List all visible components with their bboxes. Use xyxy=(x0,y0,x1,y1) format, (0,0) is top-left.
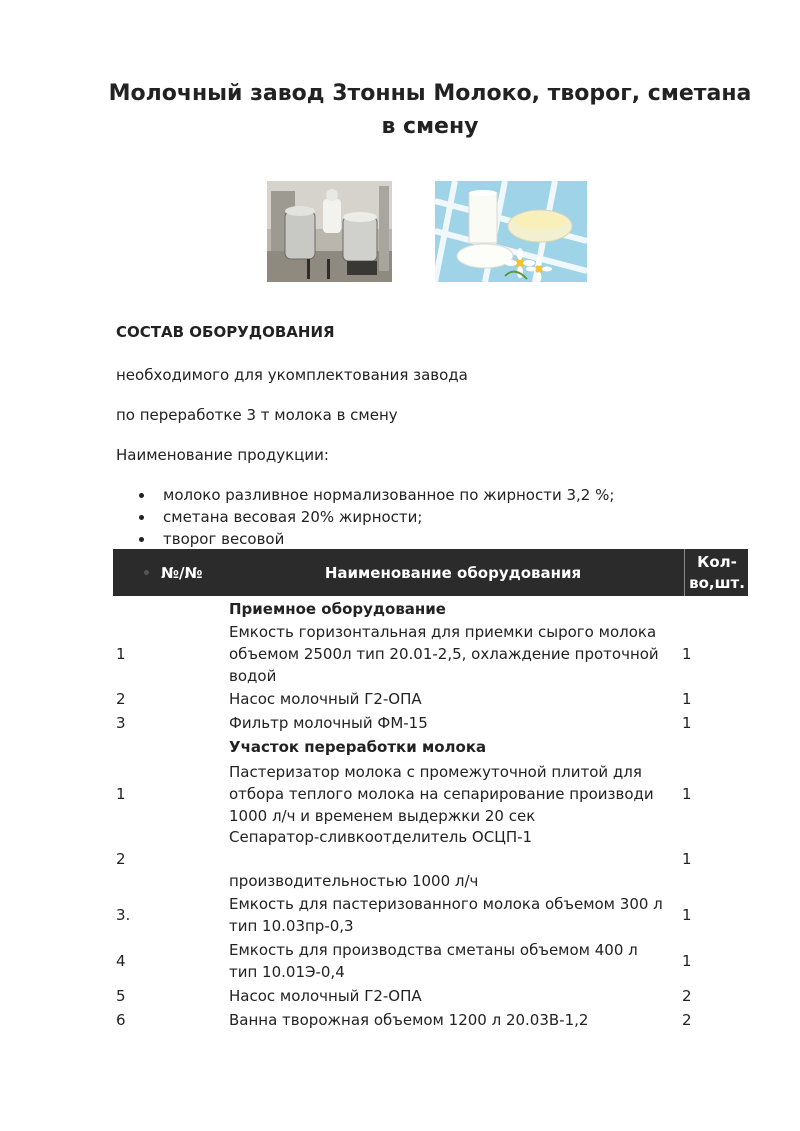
page-title: Молочный завод 3тонны Молоко, творог, сметана в смену xyxy=(108,81,752,139)
header-quantity xyxy=(684,549,749,596)
row-name: Сепаратор-сливкоотделитель ОСЦП-1 xyxy=(229,828,533,846)
table-row xyxy=(113,621,748,687)
row-quantity: 1 xyxy=(682,850,692,868)
row-number: 3. xyxy=(116,906,131,924)
row-quantity: 1 xyxy=(682,690,692,708)
table-row xyxy=(113,761,748,827)
row-number: 4 xyxy=(116,952,126,970)
intro-line: необходимого для укомплектования завода xyxy=(116,366,468,384)
header-equipment-name: Наименование оборудования xyxy=(324,563,582,582)
row-name-extra: производительностью 1000 л/ч xyxy=(229,872,479,890)
milk-products-photo xyxy=(435,181,587,282)
section-heading: СОСТАВ ОБОРУДОВАНИЯ xyxy=(116,323,335,341)
list-item: молоко разливное нормализованное по жирности 3,2 %; xyxy=(116,484,614,506)
table-row xyxy=(113,893,748,937)
row-quantity: 1 xyxy=(682,906,692,924)
row-name: Насос молочный Г2-ОПА xyxy=(229,987,422,1005)
row-number: 1 xyxy=(116,785,126,803)
row-name: Емкость для пастеризованного молока объемом 300 л тип 10.03пр-0,3 xyxy=(229,895,663,935)
row-quantity: 1 xyxy=(682,952,692,970)
row-name: Емкость горизонтальная для приемки сырого молока объемом 2500л тип 20.01-2,5, охлаждение проточной водой xyxy=(229,623,659,685)
row-number: 1 xyxy=(116,645,126,663)
list-item: творог весовой xyxy=(116,528,614,550)
row-quantity: 1 xyxy=(682,714,692,732)
row-quantity: 2 xyxy=(682,1011,692,1029)
table-row xyxy=(113,826,748,892)
products-list xyxy=(116,484,614,550)
row-name: Пастеризатор молока с промежуточной плитой для отбора теплого молока на сепарирование производи 1000 л/ч и временем выдержки 20 сек xyxy=(229,763,654,825)
table-row xyxy=(113,939,748,983)
header-number: №/№ xyxy=(161,563,203,582)
list-item: сметана весовая 20% жирности; xyxy=(116,506,614,528)
intro-line: по переработке 3 т молока в смену xyxy=(116,406,398,424)
row-quantity: 1 xyxy=(682,645,692,663)
table-header xyxy=(113,549,748,596)
intro-line: Наименование продукции: xyxy=(116,446,329,464)
row-number: 5 xyxy=(116,987,126,1005)
row-name: Ванна творожная объемом 1200 л 20.03В-1,2 xyxy=(229,1011,589,1029)
bullet-dot xyxy=(144,570,149,575)
row-number: 2 xyxy=(116,850,126,868)
header-quantity-line: во,шт. xyxy=(689,573,745,592)
header-quantity-line: Кол- xyxy=(697,552,737,571)
row-number: 6 xyxy=(116,1011,126,1029)
dairy-equipment-photo xyxy=(267,181,392,282)
row-number: 2 xyxy=(116,690,126,708)
row-name: Фильтр молочный ФМ-15 xyxy=(229,714,428,732)
row-number: 3 xyxy=(116,714,126,732)
row-quantity: 2 xyxy=(682,987,692,1005)
row-name: Насос молочный Г2-ОПА xyxy=(229,690,422,708)
row-name: Емкость для производства сметаны объемом 400 л тип 10.01Э-0,4 xyxy=(229,941,638,981)
row-quantity: 1 xyxy=(682,785,692,803)
